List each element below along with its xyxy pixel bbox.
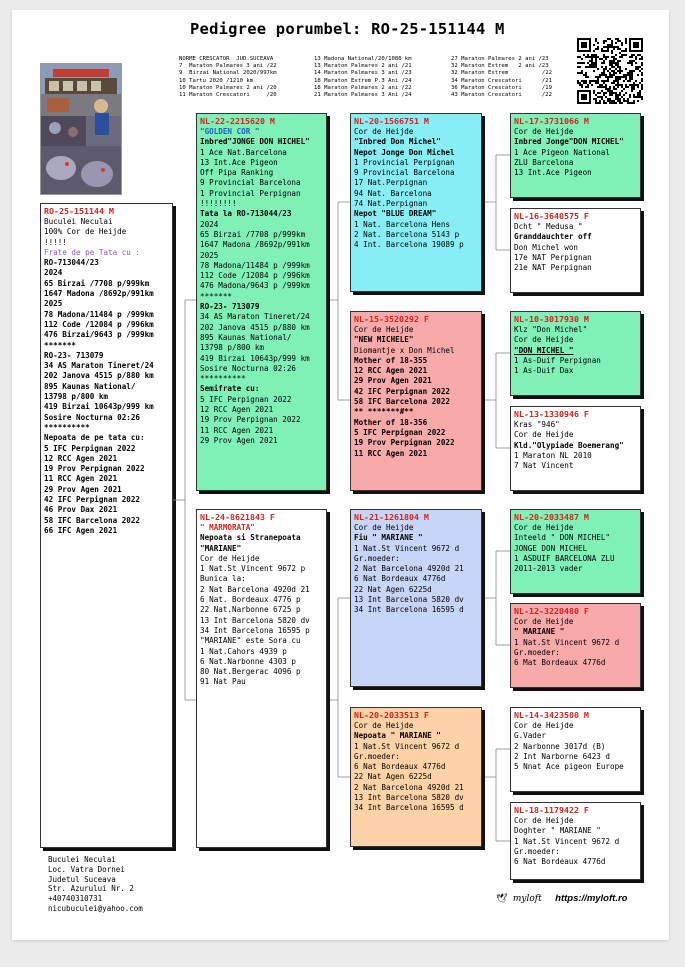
subject-line: 895 Kaunas National/ [44,381,136,391]
ancestor-card [510,208,641,293]
ancestor-notes [514,325,637,376]
ancestor-line: 9 Provincial Barcelona [354,168,455,178]
ancestor-line: 895 Kaunas National/ [200,332,292,342]
ancestor-line: Gr.moeder: [354,553,400,563]
ancestor-line: G.Vader [514,731,547,741]
ancestor-line: Nepoata si Stranepoata [200,533,301,543]
result-row: 13 Maraton Palmares 2 ani /21 [314,63,412,70]
ancestor-line: Kld."Olypiade Boemerang" [514,440,624,450]
ancestor-line: Dcht " Medusa " [514,222,583,231]
ancestor-line: Nepot Jonge Don Michel [354,147,455,157]
ancestor-line: Cor de Heijde [354,523,414,532]
ancestor-line: Nepot "BLUE DREAM" [354,209,437,219]
ancestor-line: Off Pipa Ranking [200,168,274,178]
ancestor-line: 1 Nat.St Vincent 9672 d [514,637,620,647]
ancestor-card [510,113,641,198]
ancestor-line: 29 Prov Agen 2021 [354,376,432,386]
ancestor-ring-id: NL-20-2033487 M [514,512,589,522]
ancestor-line: 1 Provincial Perpignan [200,188,301,198]
subject-line: RO-23- 713079 [44,350,104,360]
ancestor-card [350,311,482,491]
ancestor-line: 74 Nat.Perpignan [354,199,428,209]
ancestor-ring-id: NL-21-1261804 M [354,512,429,522]
ancestor-line: JONGE DON MICHEL [514,543,588,553]
ancestor-line: Doghter " MARIANE " [514,826,601,836]
website-link[interactable]: https://myloft.ro [555,893,628,904]
subject-line: 1647 Madona /8692p/991km [44,289,154,299]
subject-line: 29 Prov Agen 2021 [44,484,122,494]
subject-line: Frate de pe Tata cu : [44,247,141,257]
ancestor-line: "DON MICHEL " [514,345,574,355]
ancestor-card [510,311,641,396]
ancestor-line: 1 Nat.St Vincent 9672 d [354,543,460,553]
ancestor-line: 13 Int.Ace Pigeon [514,168,592,178]
ancestor-notes [514,721,637,772]
subject-notes [44,217,169,536]
result-row: NORME CRESCATOR JUD.SUCEAVA [179,56,274,62]
ancestor-line: RO-23- 713079 [200,302,260,312]
ancestor-ring-id: NL-14-3423500 M [514,710,589,720]
ancestor-line: 13 Int.Ace Pigeon [200,157,278,167]
bird-icon: 🕊 [496,894,508,904]
result-row: 36 Maraton Crescatori /19 [451,84,553,91]
ancestor-notes [354,721,478,814]
ancestor-line: Tata la RO-713044/23 [200,209,292,219]
result-row: 21 Maraton Palmares 3 Ani /24 [314,92,412,99]
ancestor-notes [514,420,637,471]
result-row: 27 Maraton Palmares 2 ani /23 [451,56,549,62]
phone-number: +40740310731 [48,894,103,904]
result-row: 7 Maraton Palmares 3 ani /22 [179,63,277,70]
ancestor-line: 94 Nat. Barcelona [354,188,432,198]
ancestor-line: 2 Nat Barcelona 4920d 21 [354,782,464,792]
subject-line: !!!!! [44,237,67,247]
ancestor-line: Cor de Heijde [514,127,574,136]
ancestor-line: 112 Code /12084 p /996km [200,271,310,281]
ancestor-line: 7 Nat Vincent [514,461,574,471]
address-line: Judetul Suceava [48,874,116,884]
subject-line: 5 IFC Perpignan 2022 [44,443,136,453]
ancestor-line: Sosire Nocturna 02:26 [200,363,297,373]
ancestor-line: 4 Int. Barcelona 19089 p [354,240,464,250]
ancestor-card [350,707,482,847]
ancestor-line: 13 Int Barcelona 5820 dv [354,793,464,803]
ancestor-line: 12 RCC Agen 2021 [354,366,428,376]
ancestor-line: Cor de Heijde [354,721,414,730]
ancestor-line: 12 RCC Agen 2021 [200,405,274,415]
ancestor-line: Kras "946" [514,420,560,429]
subject-line: 13798 p/800 km [44,392,109,402]
ancestor-card [196,509,327,848]
ancestor-card [510,802,641,880]
subject-line: 66 IFC Agen 2021 [44,525,118,535]
ancestor-line: 34 Int Barcelona 16595 d [354,605,464,615]
ancestor-card [196,113,327,491]
ancestor-line: Cor de Heijde [514,617,574,626]
ancestor-line: 419 Birzai 10643p/999 km [200,353,310,363]
ancestor-line: 2 Narbonne 3017d (B) [514,741,606,751]
subject-line: 476 Birzai/9643 p /999km [44,330,154,340]
ancestor-line: Inteeld " DON MICHEL" [514,533,611,543]
ancestor-line: Cor de Heijde [200,553,260,563]
subject-line: 19 Prov Perpignan 2022 [44,464,145,474]
ancestor-line: Inbred Jonge"DON MICHEL" [514,137,624,147]
address-line: Str. Azurului Nr. 2 [48,884,134,894]
result-row: 34 Maraton Crescatori /21 [451,77,553,84]
ancestor-ring-id: NL-24-8621843 F [200,512,275,522]
ancestor-card [350,509,482,687]
address-line: Buculei Neculai [48,855,116,864]
ancestor-line: 6 Nat Bordeaux 4776d [354,762,446,772]
ancestor-line: Mother of 18-355 [354,355,428,365]
ancestor-line: 21e NAT Perpignan [514,263,592,273]
ancestor-line: 2011-2013 vader [514,564,583,574]
ancestor-line: Don Michel won [514,242,579,252]
ancestor-notes [514,127,637,178]
ancestor-ring-id: NL-22-2215620 M [200,116,275,126]
ancestor-line: 1 Nat.Cahors 4939 p [200,646,287,656]
result-row: 32 Maraton Extrem 2 ani /23 [451,63,549,70]
results-column-3 [451,56,552,99]
ancestor-line: " MARIANE " [514,627,565,637]
result-row: 11 Maraton Crescatori /20 [179,92,277,99]
ancestor-ring-id: NL-17-3731066 M [514,116,589,126]
result-row: 9 Birzai National 2020/997km [179,70,277,77]
ancestor-line: ******* [200,291,233,301]
ancestor-card [510,406,641,491]
ancestor-line: Diomantje x Don Michel [354,345,455,355]
subject-line: 11 RCC Agen 2021 [44,474,118,484]
ancestor-notes [514,523,637,574]
ancestor-line: 6 Nat.Narbonne 4303 p [200,656,297,666]
ancestor-line: Fiu " MARIANE " [354,533,423,543]
ancestor-line: Semifrate cu: [200,384,260,394]
ancestor-line: 17 Nat.Perpignan [354,178,428,188]
ancestor-line: 1 Ace Pigeon National [514,147,611,157]
ancestor-line: 202 Janova 4515 p/880 km [200,322,310,332]
ancestor-line: 80 Nat.Bergerac 4096 p [200,667,301,677]
ancestor-line: 5 IFC Perpignan 2022 [200,394,292,404]
ancestor-line: 19 Prov Perpignan 2022 [200,415,301,425]
ancestor-line: Granddauchter off [514,232,592,242]
subject-line: 42 IFC Perpignan 2022 [44,495,141,505]
qr-code-icon [577,38,643,104]
ancestor-line: "MARIANE" [200,543,242,553]
ancestor-line: 2 Nat Barcelona 4920d 21 [354,564,464,574]
ancestor-line: 17e NAT Perpignan [514,252,592,262]
ancestor-line: 1 Nat.St Vincent 9672 p [200,564,306,574]
ancestor-line: " MARMORATA" [200,523,255,532]
ancestor-line: 1647 Madona /8692p/991km [200,240,310,250]
ancestor-notes [514,222,637,273]
ancestor-line: 11 RCC Agen 2021 [354,448,428,458]
ancestor-line: 1 Ace Nat.Barcelona [200,147,287,157]
ancestor-notes [200,127,323,446]
ancestor-line: 6 Nat Bordeaux 4776d [514,857,606,867]
ancestor-line: Inbred"JONGE DON HICHEL" [200,137,310,147]
ancestor-line: 13 Int Barcelona 5820 dv [200,615,310,625]
ancestor-line: Cor de Heijde [514,335,574,345]
results-column-2 [314,56,412,99]
subject-line: 46 Prov Dax 2021 [44,505,118,515]
ancestor-line: 22 Nat Agen 6225d [354,772,432,782]
subject-line: Buculei Neculai [44,217,113,226]
ancestor-notes [200,523,323,688]
address-line: Loc. Vatra Dornei [48,864,125,874]
ancestor-card [510,707,641,792]
ancestor-line: 1 Nat.St Vincent 9672 d [354,741,460,751]
subject-line: 100% Cor de Heijde [44,227,127,237]
subject-line: ******* [44,340,77,350]
ancestor-notes [514,816,637,867]
subject-line: 2025 [44,299,63,309]
ancestor-line: 2 Nat. Barcelona 5143 p [354,229,460,239]
ancestor-line: 1 As-Duif Perpignan [514,355,601,365]
ancestor-line: 1 Provincial Perpignan [354,157,455,167]
subject-card [40,203,173,848]
ancestor-ring-id: NL-20-1566751 M [354,116,429,126]
ancestor-line: 1 Maraton NL 2010 [514,450,592,460]
result-row: 10 Tartu 2020 /1210 km [179,77,254,84]
ancestor-line: 13798 p/800 km [200,343,265,353]
ancestor-line: 19 Prov Perpignan 2022 [354,438,455,448]
ancestor-line: Bunica la: [200,574,246,584]
subject-line: 34 AS Maraton Tineret/24 [44,361,154,371]
ancestor-notes [354,127,478,251]
subject-line: 12 RCC Agen 2021 [44,453,118,463]
ancestor-notes [354,325,478,459]
ancestor-line: 65 Birzai /7708 p/999km [200,229,306,239]
ancestor-line: Nepoata " MARIANE " [354,731,441,741]
subject-line: 2024 [44,268,63,278]
ancestor-line: Cor de Heijde [354,325,414,334]
ancestor-line: Klz "Don Michel" [514,325,588,334]
ancestor-line: Cor de Heijde [514,816,574,825]
subject-line: Nepoata de pe tata cu: [44,433,145,443]
ancestor-line: "MARIANE" este Sora cu [200,636,301,646]
ancestor-ring-id: NL-12-3220480 F [514,606,589,616]
ancestor-line: Mother of 18-356 [354,417,428,427]
ancestor-line: ZLU Barcelona [514,157,574,167]
result-row: 43 Maraton Crescatori /22 [451,92,553,99]
ancestor-line: Gr.moeder: [514,647,560,657]
owner-address [48,855,143,914]
ancestor-line: 1 ASDUIF BARCELONA ZLU [514,553,615,563]
ancestor-ring-id: NL-20-2033513 F [354,710,429,720]
brand-name: myloft [512,894,542,904]
ancestor-ring-id: NL-16-3640575 F [514,211,589,221]
ancestor-ring-id: NL-18-1179422 F [514,805,589,815]
results-column-1 [179,56,277,99]
ancestor-line: "NEW MICHELE" [354,335,414,345]
loft-photo [40,63,122,195]
subject-line: 202 Janova 4515 p/880 km [44,371,154,381]
ancestor-line: Cor de Heijde [354,127,414,136]
page-title: Pedigree porumbel: RO-25-151144 M [190,20,505,38]
ancestor-line: 91 Nat Pau [200,677,246,687]
ancestor-line: "Inbred Don Michel" [354,137,441,147]
result-row: 18 Maraton Extrem P.3 Ani /24 [314,77,412,84]
ancestor-line: 9 Provincial Barcelona [200,178,301,188]
ancestor-line: 6 Nat Bordeaux 4776d [354,574,446,584]
ancestor-line: Cor de Heijde [514,721,574,730]
ancestor-line: !!!!!!!! [200,199,237,209]
ancestor-card [510,509,641,594]
ancestor-line: Cor de Heijde [514,523,574,532]
ancestor-line: 1 Nat.St Vincent 9672 d [514,836,620,846]
ancestor-ring-id: NL-15-3520292 F [354,314,429,324]
result-row: 18 Maraton Palmares 2 ani /22 [314,84,412,91]
ancestor-line: ** *******#** [354,407,414,417]
ancestor-line: 42 IFC Perpignan 2022 [354,386,451,396]
ancestor-notes [354,523,478,616]
ancestor-line: 5 Nnat Ace pigeon Europe [514,762,624,772]
ancestor-line: 22 Nat Agen 6225d [354,584,432,594]
subject-line: 419 Birzai 10643p/999 km [44,402,154,412]
ancestor-notes [514,617,637,668]
ancestor-line: 13 Int Barcelona 5820 dv [354,595,464,605]
ancestor-line: 2024 [200,219,219,229]
ancestor-line: 2 Nat Barcelona 4920d 21 [200,584,310,594]
subject-line: 58 IFC Barcelona 2022 [44,515,141,525]
ancestor-line: ********** [200,374,246,384]
subject-ring-id: RO-25-151144 M [44,206,114,216]
ancestor-line: 34 Int Barcelona 16595 p [200,625,310,635]
ancestor-ring-id: NL-13-1330946 F [514,409,589,419]
ancestor-line: "GOLDEN COR " [200,127,260,136]
ancestor-line: 34 Int Barcelona 16595 d [354,803,464,813]
ancestor-line: 5 IFC Perpignan 2022 [354,427,446,437]
subject-line: 112 Code /12084 p /996km [44,319,154,329]
ancestor-line: 58 IFC Barcelona 2022 [354,397,451,407]
ancestor-line: 1 As-Duif Dax [514,366,574,376]
ancestor-line: 476 Madona/9643 p /999km [200,281,310,291]
ancestor-line: 29 Prov Agen 2021 [200,435,278,445]
result-row: 14 Maraton Palmares 3 ani /23 [314,70,412,77]
ancestor-line: 34 AS Maraton Tineret/24 [200,312,310,322]
ancestor-line: 2 Int Narborne 6423 d [514,751,611,761]
result-row: 13 Madona National/20/1086 km [314,56,412,62]
ancestor-line: 1 Nat. Barcelona Hens [354,219,451,229]
ancestor-line: Gr.moeder: [514,846,560,856]
ancestor-line: 11 RCC Agen 2021 [200,425,274,435]
ancestor-line: 6 Nat. Bordeaux 4776 p [200,595,301,605]
result-row: 32 Maraton Extrem /22 [451,70,553,77]
subject-line: 65 Birzai /7708 p/999km [44,278,150,288]
ancestor-line: 22 Nat.Narbonne 6725 p [200,605,301,615]
subject-line: RO-713044/23 [44,258,99,268]
ancestor-ring-id: NL-10-3017930 M [514,314,589,324]
ancestor-line: Gr.moeder: [354,751,400,761]
subject-line: ********** [44,422,90,432]
ancestor-card [350,113,482,292]
ancestor-line: Cor de Heijde [514,430,574,440]
ancestor-line: 2025 [200,250,219,260]
subject-line: 78 Madona/11484 p /999km [44,309,154,319]
email-address: nicubuculei@yahoo.com [48,903,143,913]
ancestor-card [510,603,641,688]
subject-line: Sosire Nocturna 02:26 [44,412,141,422]
myloft-logo [496,893,627,904]
ancestor-line: 6 Mat Bordeaux 4776d [514,658,606,668]
result-row: 10 Maraton Palmares 2 ani /20 [179,84,277,91]
ancestor-line: 78 Madona/11484 p /999km [200,260,310,270]
